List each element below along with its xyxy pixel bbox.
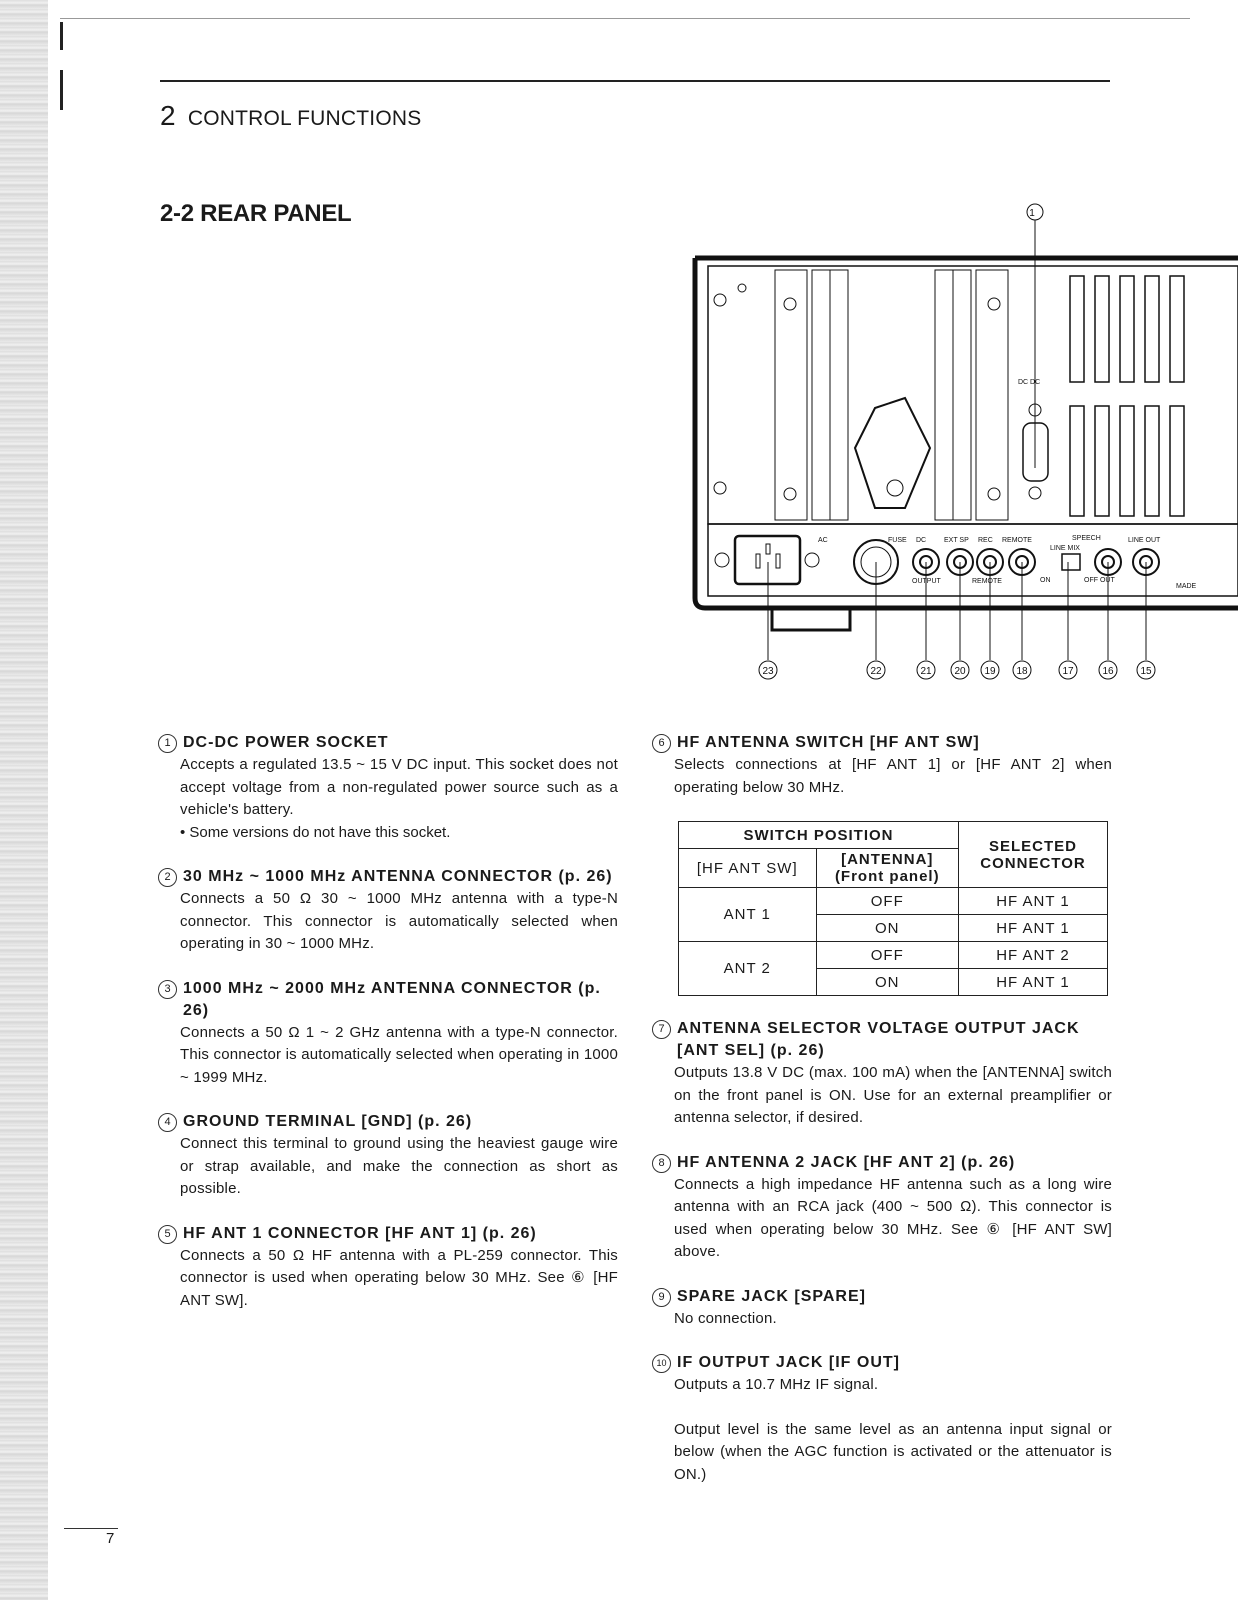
svg-text:REC: REC (978, 537, 993, 544)
item-hf-antenna-2-jack (652, 1152, 1112, 1264)
svg-text:LINE MIX: LINE MIX (1050, 545, 1080, 552)
table-row (679, 888, 1108, 915)
svg-text:18: 18 (1016, 666, 1028, 677)
item-number-badge: 3 (158, 980, 177, 999)
item-title: GROUND TERMINAL [GND] (p. 26) (183, 1113, 473, 1130)
antenna-label: [ANTENNA] (841, 851, 934, 868)
svg-text:REMOTE: REMOTE (1002, 537, 1032, 544)
item-body: Connects a 50 Ω 30 ~ 1000 MHz antenna with a type-N connector. This connector is automatically selected when operating in 30 ~ 1000 MHz. (180, 890, 618, 952)
item-antenna-selector-voltage-output (652, 1018, 1112, 1130)
table-header-selected-connector: SELECTED CONNECTOR (959, 822, 1108, 888)
svg-text:SPEECH: SPEECH (1072, 535, 1101, 542)
svg-text:21: 21 (920, 666, 932, 677)
item-body: Outputs 13.8 V DC (max. 100 mA) when the [ANTENNA] switch on the front panel is ON. Use for an external preamplifier or antenna selector, if desired. (674, 1064, 1112, 1126)
svg-text:1: 1 (1029, 208, 1035, 219)
svg-text:19: 19 (984, 666, 996, 677)
item-body-extra: Output level is the same level as an antenna input signal or below (when the AGC function is activated or the attenuator is ON.) (674, 1420, 1112, 1483)
table-cell: HF ANT 1 (959, 915, 1108, 942)
item-body: Accepts a regulated 13.5 ~ 15 V DC input. This socket does not accept voltage from a non-regulated power source such as a vehicle's battery. (180, 756, 618, 818)
item-body: Connects a high impedance HF antenna such as a long wire antenna with an RCA jack (400 ~ 500 Ω). This connector is used when operating below 30 MHz. See ⑥ [HF ANT SW] above. (674, 1175, 1112, 1260)
item-note: • Some versions do not have this socket. (180, 823, 451, 841)
svg-text:AC: AC (818, 537, 828, 544)
svg-text:15: 15 (1140, 666, 1152, 677)
table-cell: ON (816, 915, 958, 942)
item-spare-jack (652, 1286, 1112, 1331)
footer-rule (64, 1528, 118, 1529)
svg-text:20: 20 (954, 666, 966, 677)
item-title: 30 MHz ~ 1000 MHz ANTENNA CONNECTOR (p. 26) (183, 868, 613, 885)
table-cell: ANT 1 (679, 888, 817, 942)
table-cell: OFF (816, 942, 958, 969)
item-number-badge: 1 (158, 734, 177, 753)
table-cell: OFF (816, 888, 958, 915)
item-title: DC-DC POWER SOCKET (183, 734, 389, 751)
svg-text:OUTPUT: OUTPUT (912, 578, 941, 585)
table-header-antenna (816, 849, 958, 888)
table-cell: ON (816, 969, 958, 996)
table-cell: HF ANT 1 (959, 888, 1108, 915)
item-number-badge: 9 (652, 1288, 671, 1307)
svg-text:FUSE: FUSE (888, 537, 907, 544)
svg-text:17: 17 (1062, 666, 1074, 677)
svg-text:22: 22 (870, 666, 882, 677)
chapter-heading (160, 100, 421, 132)
item-title: 1000 MHz ~ 2000 MHz ANTENNA CONNECTOR (p. 26) (183, 979, 601, 1019)
item-body: Selects connections at [HF ANT 1] or [HF ANT 2] when operating below 30 MHz. (674, 756, 1112, 796)
table-header-switch-position: SWITCH POSITION (679, 822, 959, 849)
item-number-badge: 8 (652, 1154, 671, 1173)
chapter-title: CONTROL FUNCTIONS (187, 107, 422, 130)
item-hf-antenna-switch (652, 732, 1112, 799)
table-cell: HF ANT 2 (959, 942, 1108, 969)
item-hf-ant-1-connector (158, 1223, 618, 1313)
svg-text:16: 16 (1102, 666, 1114, 677)
right-column (652, 732, 1112, 1508)
item-body: Connect this terminal to ground using the heaviest gauge wire or strap available, and make the connection as short as possible. (180, 1135, 618, 1197)
svg-text:EXT SP: EXT SP (944, 537, 969, 544)
page-number: 7 (106, 1530, 115, 1547)
item-title: HF ANTENNA SWITCH [HF ANT SW] (677, 734, 980, 751)
item-body: Connects a 50 Ω 1 ~ 2 GHz antenna with a type-N connector. This connector is automatically selected when operating in 1000 ~ 1999 MHz. (180, 1023, 618, 1086)
item-number-badge: 5 (158, 1225, 177, 1244)
item-ground-terminal (158, 1111, 618, 1201)
item-number-badge: 6 (652, 734, 671, 753)
svg-text:DC: DC (916, 537, 927, 544)
header-rule (160, 80, 1110, 82)
svg-text:DC DC: DC DC (1018, 379, 1041, 386)
item-number-badge: 4 (158, 1113, 177, 1132)
item-dc-dc-power-socket (158, 732, 618, 844)
table-cell: HF ANT 1 (959, 969, 1108, 996)
binding-mark (60, 22, 63, 50)
item-number-badge: 7 (652, 1020, 671, 1039)
switch-position-table (678, 821, 1108, 996)
left-column (158, 732, 618, 1334)
item-body: No connection. (674, 1309, 777, 1327)
item-title: HF ANT 1 CONNECTOR [HF ANT 1] (p. 26) (183, 1224, 537, 1242)
svg-text:MADE: MADE (1176, 583, 1197, 590)
table-row (679, 942, 1108, 969)
item-if-output-jack (652, 1352, 1112, 1486)
item-body: Outputs a 10.7 MHz IF signal. (674, 1376, 879, 1393)
table-header-hf-ant-sw: [HF ANT SW] (679, 849, 817, 888)
svg-text:LINE OUT: LINE OUT (1128, 537, 1161, 544)
item-title: HF ANTENNA 2 JACK [HF ANT 2] (p. 26) (677, 1153, 1016, 1171)
item-body: Connects a 50 Ω HF antenna with a PL-259 connector. This connector is used when operating below 30 MHz. See ⑥ [HF ANT SW]. (180, 1246, 618, 1309)
item-title: ANTENNA SELECTOR VOLTAGE OUTPUT JACK [ANT SEL] (p. 26) (677, 1020, 1080, 1059)
scan-edge (0, 0, 48, 1600)
svg-text:OFF OUT: OFF OUT (1084, 577, 1115, 584)
item-1000-2000mhz-antenna-connector (158, 978, 618, 1090)
table-cell: ANT 2 (679, 942, 817, 996)
item-title: IF OUTPUT JACK [IF OUT] (677, 1354, 900, 1371)
item-30-1000mhz-antenna-connector (158, 866, 618, 956)
svg-text:ON: ON (1040, 577, 1051, 584)
top-rule (60, 18, 1190, 19)
chapter-number: 2 (160, 100, 176, 131)
section-title: 2-2 REAR PANEL (160, 200, 352, 227)
item-number-badge: 2 (158, 868, 177, 887)
svg-text:23: 23 (762, 666, 774, 677)
item-number-badge: 10 (652, 1354, 671, 1373)
svg-text:REMOTE: REMOTE (972, 578, 1002, 585)
binding-mark (60, 70, 63, 110)
front-panel-label: (Front panel) (834, 868, 940, 885)
item-title: SPARE JACK [SPARE] (677, 1287, 866, 1305)
rear-panel-diagram (690, 198, 1238, 688)
